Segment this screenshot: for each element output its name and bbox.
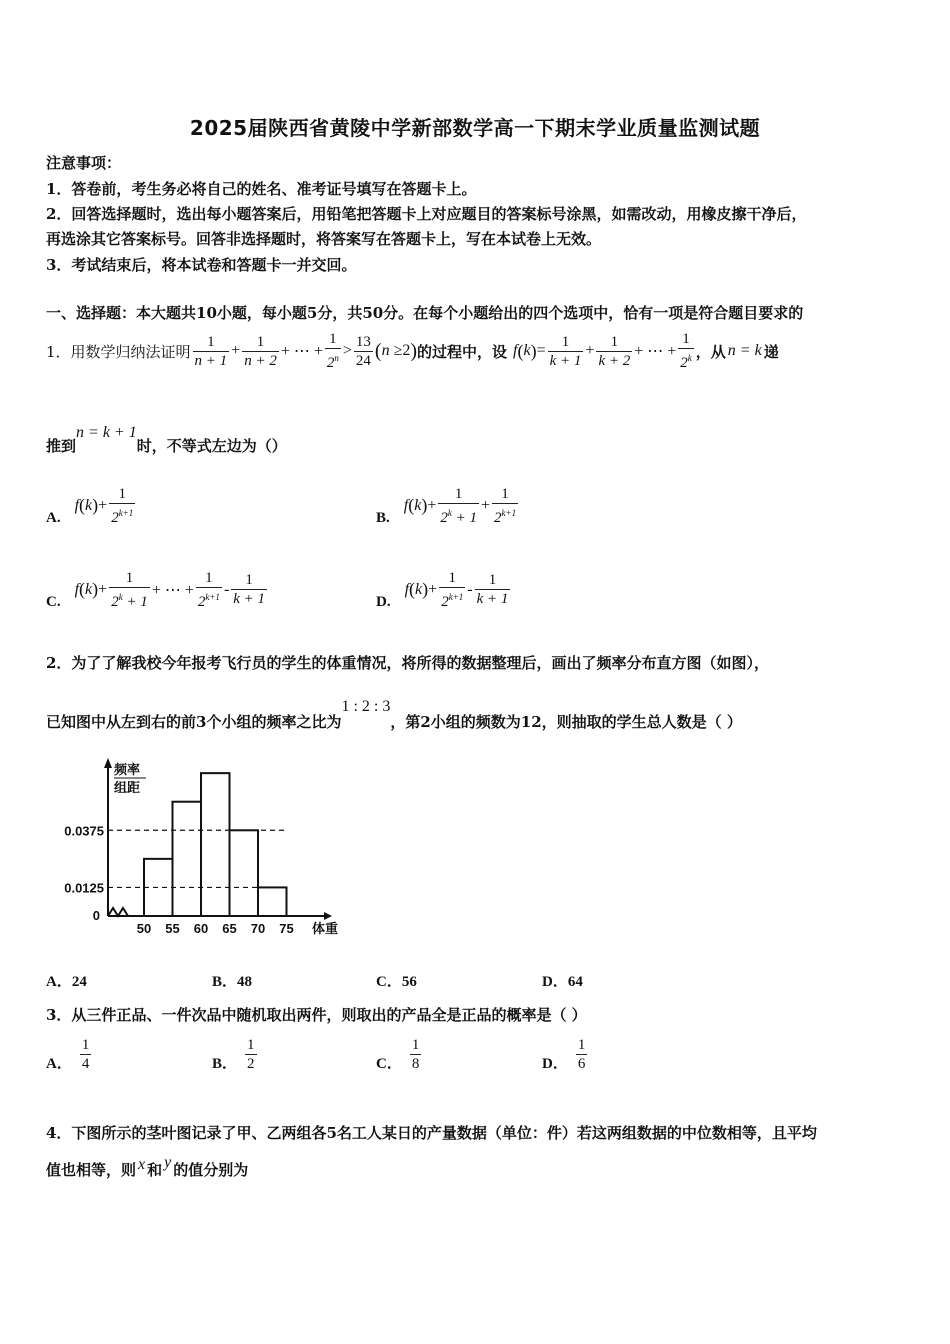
q4-var-x: x (138, 1156, 146, 1173)
q1-option-d[interactable]: D. f ( k ) + $\frac{1}{2^{k+1}}$ - $\frac{1}{k + 1}$ (376, 569, 509, 610)
x-axis-label: 体重 (312, 921, 339, 936)
q1-line2b: 时，不等式左边为（） (136, 437, 287, 455)
histogram-bar (258, 887, 287, 916)
notice-item: 3．考试结束后，将本试卷和答题卡一并交回。 (46, 256, 357, 274)
y-label-top: 频率 (114, 762, 141, 777)
q3-option-b[interactable]: B． $\frac{1}{2}$ (212, 1037, 255, 1072)
q3-option-d[interactable]: D． $\frac{1}{6}$ (542, 1037, 586, 1072)
x-tick-label: 60 (193, 921, 209, 936)
notice-item: 2．回答选择题时，选出每小题答案后，用铅笔把答题卡上对应题目的答案标号涂黑，如需改动，用橡皮擦干净后， (46, 205, 807, 223)
x-tick-label: 55 (165, 921, 180, 936)
q3-option-a[interactable]: A． $\frac{1}{4}$ (46, 1037, 90, 1072)
x-tick-label: 70 (250, 921, 266, 936)
q3-text: 3．从三件正品、一件次品中随机取出两件，则取出的产品全是正品的概率是（ ） (46, 1006, 587, 1024)
histogram-bar (173, 802, 202, 916)
q3-option-c[interactable]: C． $\frac{1}{8}$ (376, 1037, 420, 1072)
q4-line1: 4．下图所示的茎叶图记录了甲、乙两组各5名工人某日的产量数据（单位：件）若这两组数据的中位数相等，且平均 (46, 1124, 817, 1142)
y-tick-label: 0.0125 (64, 880, 104, 896)
q1-line2a: 推到 (46, 437, 77, 455)
y-label-bottom: 组距 (114, 780, 141, 795)
y-tick-label: 0.0375 (64, 823, 104, 839)
q2-option-b[interactable]: B．48 (212, 974, 253, 990)
q1-option-b[interactable]: B. f ( k ) + $\frac{1}{2^k + 1}$ + $\frac{1}{2^{k+1}}$ (376, 485, 517, 526)
q1-mid: 的过程中，设 (417, 342, 508, 361)
q2-line1: 2．为了了解我校今年报考飞行员的学生的体重情况，将所得的数据整理后，画出了频率分布直方图（如图）， (46, 654, 769, 672)
x-tick-label: 75 (279, 921, 294, 936)
question-1 (46, 326, 779, 376)
histogram-bar (230, 830, 259, 916)
q2-ratio: 1 : 2 : 3 (341, 698, 391, 715)
q1-suffix: ，从 (695, 342, 726, 361)
q2-option-c[interactable]: C．56 (376, 974, 417, 990)
notice-item: 1．答卷前，考生务必将自己的姓名、准考证号填写在答题卡上。 (46, 180, 477, 198)
q4-line2: 值也相等，则 x 和 y 的值分别为 (46, 1154, 249, 1179)
frequency-histogram (46, 756, 346, 946)
q4-var-y: y (164, 1154, 172, 1171)
q2-line2a: 已知图中从左到右的前3个小组的频率之比为 (46, 713, 342, 731)
q1-prefix: 1．用数学归纳法证明 (46, 342, 191, 361)
notice-item: 再选涂其它答案标号。回答非选择题时，将答案写在答题卡上，写在本试卷上无效。 (46, 230, 602, 248)
q1-suffix2: 递 (763, 342, 779, 361)
y-axis-arrow (104, 758, 112, 768)
q1-n-eq-k: n = k (727, 342, 762, 359)
q1-option-c[interactable]: C. f ( k ) + $\frac{1}{2^k + 1}$ + ⋯ + $\frac{1}{2^{k+1}}$ - $\frac{1}{k + 1}$ (46, 569, 266, 610)
x-tick-label: 65 (222, 921, 237, 936)
x-tick-label: 50 (136, 921, 152, 936)
q1-n-eq-k1: n = k + 1 (76, 424, 137, 441)
question-1-line2 (46, 426, 287, 456)
axis-break (108, 908, 144, 916)
q1-option-a[interactable]: A. f ( k ) + $\frac{1}{2^{k+1}}$ (46, 485, 134, 526)
section-heading: 一、选择题：本大题共10小题，每小题5分，共50分。在每个小题给出的四个选项中，恰有一项是符合题目要求的 (46, 304, 804, 322)
q2-line2 (46, 698, 742, 732)
q2-line2b: ，第2小组的频数为12，则抽取的学生总人数是（ ） (390, 713, 742, 731)
notice-heading: 注意事项： (46, 154, 122, 172)
q2-option-d[interactable]: D．64 (542, 974, 583, 990)
y-zero-label: 0 (92, 908, 100, 923)
q1-inequality: $\frac{1}{n + 1}$ + $\frac{1}{n + 2}$ + ⋯ + $\frac{1}{2^n}$ > $\frac{13}{24}$ ( n ≥2 ) (194, 331, 418, 371)
histogram-bar (201, 773, 230, 916)
x-axis-arrow (324, 912, 332, 920)
q2-option-a[interactable]: A．24 (46, 974, 87, 990)
q1-fk-def: f ( k ) = $\frac{1}{k + 1}$ + $\frac{1}{k + 2}$ + ⋯ + $\frac{1}{2^k}$ (513, 331, 692, 371)
page-title: 2025届陕西省黄陵中学新部数学高一下期末学业质量监测试题 (189, 116, 761, 140)
